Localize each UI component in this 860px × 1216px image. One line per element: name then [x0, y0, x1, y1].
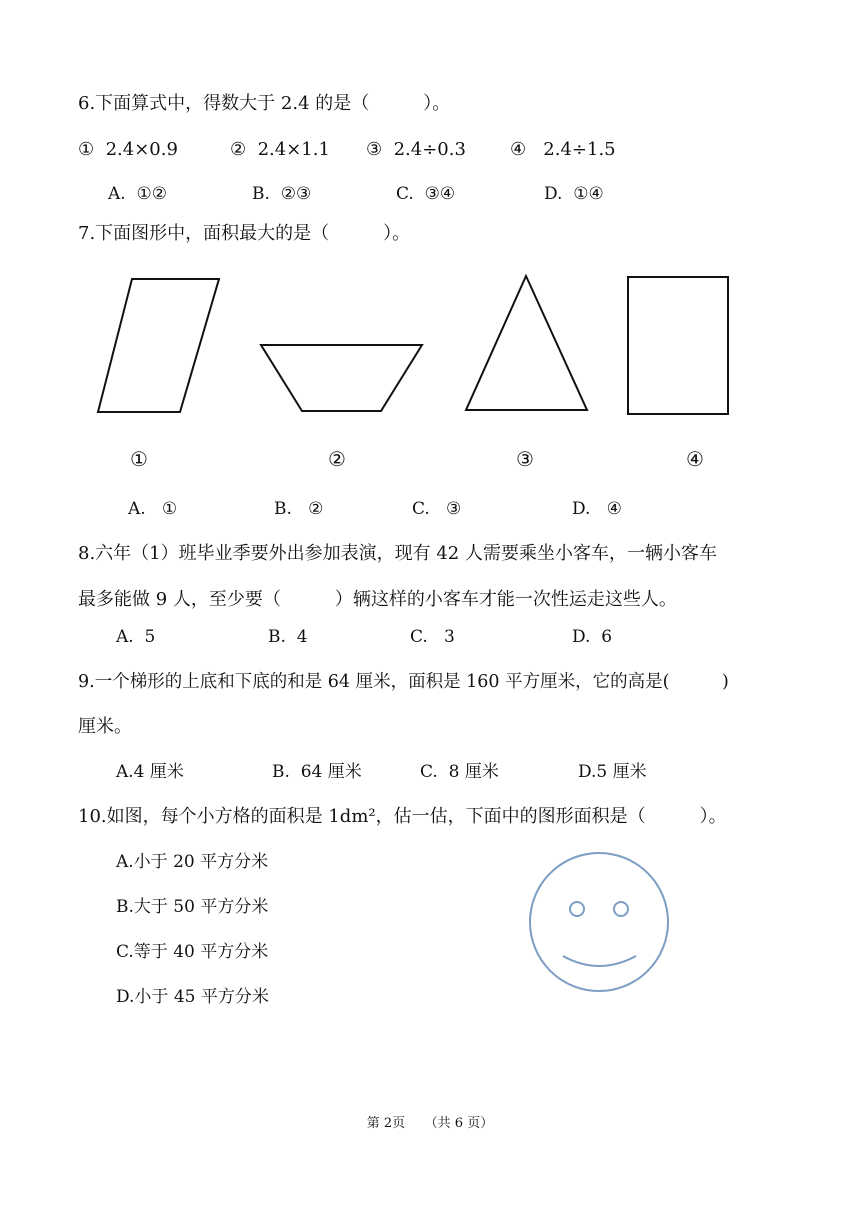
q10-choice-c: C.等于 40 平方分米: [116, 942, 269, 962]
q7-choice-c: C. ③: [412, 499, 462, 519]
page-footer: 第 2页 （共 6 页）: [366, 1116, 494, 1131]
q6-choice-d: D. ①④: [544, 184, 604, 204]
q10-choice-b: B.大于 50 平方分米: [116, 897, 269, 917]
q6-stem: 6.下面算式中，得数大于 2.4 的是（ ）。: [78, 93, 451, 114]
q8-stem-line-1: 8.六年（1）班毕业季要外出参加表演，现有 42 人需要乘坐小客车，一辆小客车: [78, 543, 717, 564]
face-outline: [530, 853, 668, 991]
q8-choice-a: A. 5: [116, 627, 156, 647]
q8-choice-d: D. 6: [572, 627, 613, 647]
q7-figure-label-2: ②: [328, 447, 346, 471]
q6-expr-2: ② 2.4×1.1: [230, 139, 330, 160]
q10-choice-a: A.小于 20 平方分米: [116, 852, 269, 872]
q6-choice-b: B. ②③: [252, 184, 312, 204]
right-eye: [614, 902, 628, 916]
q7-stem: 7.下面图形中，面积最大的是（ ）。: [78, 223, 411, 244]
q8-choice-b: B. 4: [268, 627, 308, 647]
q9-choice-b: B. 64 厘米: [272, 762, 362, 782]
q6-choice-c: C. ③④: [396, 184, 456, 204]
q9-choice-a: A.4 厘米: [116, 762, 184, 782]
q10-choice-d: D.小于 45 平方分米: [116, 987, 269, 1007]
q6-expr-4: ④ 2.4÷1.5: [510, 139, 616, 160]
q6-expr-3: ③ 2.4÷0.3: [366, 139, 466, 160]
q6-expr-1: ① 2.4×0.9: [78, 139, 178, 160]
q9-choice-d: D.5 厘米: [578, 762, 647, 782]
left-eye: [570, 902, 584, 916]
q9-stem-line-2: 厘米。: [78, 716, 132, 737]
q7-figure-label-4: ④: [686, 447, 704, 471]
smile-mouth: [563, 956, 636, 966]
q6-choice-a: A. ①②: [108, 184, 167, 204]
q10-stem: 10.如图，每个小方格的面积是 1dm²，估一估，下面中的图形面积是（ ）。: [78, 806, 727, 827]
q7-figure-label-3: ③: [516, 447, 534, 471]
q8-stem-line-2: 最多能做 9 人，至少要（ ）辆这样的小客车才能一次性运走这些人。: [78, 589, 677, 610]
q8-choice-c: C. 3: [410, 627, 455, 647]
q9-choice-c: C. 8 厘米: [420, 762, 499, 782]
q9-stem-line-1: 9.一个梯形的上底和下底的和是 64 厘米，面积是 160 平方厘米，它的高是( ): [78, 672, 729, 692]
q7-choice-b: B. ②: [274, 499, 324, 519]
q7-choice-d: D. ④: [572, 499, 622, 519]
q7-choice-a: A. ①: [128, 499, 178, 519]
q7-figure-label-1: ①: [130, 447, 148, 471]
